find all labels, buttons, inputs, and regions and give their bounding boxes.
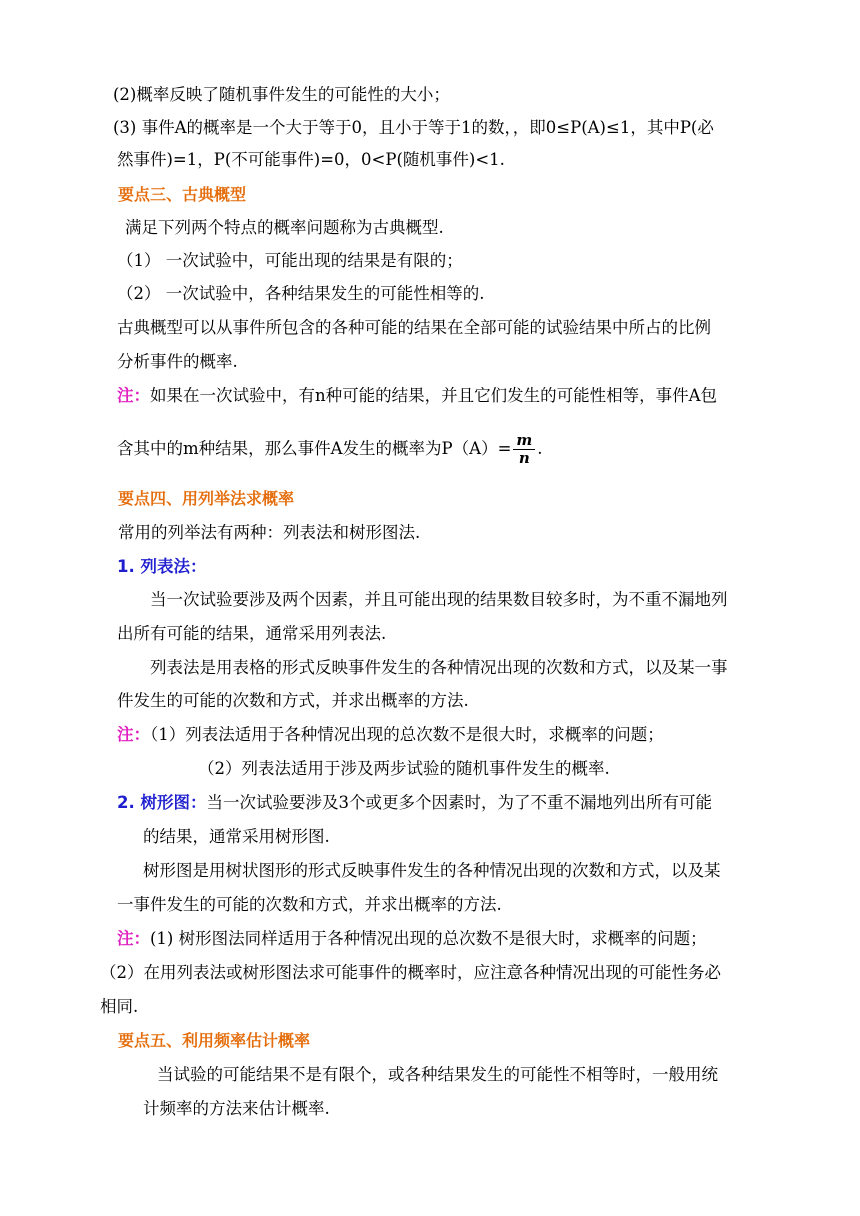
text-line: (2)概率反映了随机事件发生的可能性的大小； — [113, 85, 450, 104]
formula-line — [117, 432, 543, 467]
text-line: 列表法是用表格的形式反映事件发生的各种情况出现的次数和方式，以及某一事 — [150, 658, 728, 677]
probability-fraction — [513, 432, 535, 467]
text-line: 树形图是用树状图形的形式反映事件发生的各种情况出现的次数和方式，以及某 — [143, 861, 721, 880]
text-line: 的结果，通常采用树形图. — [143, 827, 330, 846]
note-label: 注： — [117, 386, 150, 405]
text-line: 分析事件的概率. — [117, 352, 238, 371]
formula-text: 含其中的m种结果，那么事件A发生的概率为P（A）= — [117, 439, 512, 458]
section-heading-4: 要点四、用列举法求概率 — [118, 489, 295, 508]
note-line — [117, 385, 717, 407]
text-line: 然事件)=1，P(不可能事件)=0，0<P(随机事件)<1. — [117, 150, 505, 169]
fraction-denominator: n — [518, 449, 530, 467]
subheading-tree-line — [117, 792, 712, 814]
text-line: 常用的列举法有两种：列表法和树形图法. — [118, 523, 421, 542]
text-line: 当试验的可能结果不是有限个，或各种结果发生的可能性不相等时，一般用统 — [157, 1065, 718, 1084]
note-label: 注： — [117, 725, 150, 744]
text-line: （2）在用列表法或树形图法求可能事件的概率时，应注意各种情况出现的可能性务必 — [100, 963, 721, 982]
formula-end: . — [537, 439, 543, 458]
section-heading-5: 要点五、利用频率估计概率 — [118, 1031, 311, 1050]
note-label: 注： — [117, 929, 150, 948]
text-line: 古典概型可以从事件所包含的各种可能的结果在全部可能的试验结果中所占的比例 — [117, 318, 711, 337]
text-line: 满足下列两个特点的概率问题称为古典概型. — [125, 218, 444, 237]
subheading-list-method: 1. 列表法： — [117, 557, 207, 576]
text-line: 一事件发生的可能的次数和方式，并求出概率的方法. — [117, 895, 502, 914]
text-line: 计频率的方法来估计概率. — [143, 1099, 330, 1118]
text-line: 相同. — [100, 997, 139, 1016]
note-text: (1) 树形图法同样适用于各种情况出现的总次数不是很大时，求概率的问题； — [150, 929, 707, 948]
text-line: (3) 事件A的概率是一个大于等于0，且小于等于1的数，，即0≤P(A)≤1，其中P(必 — [113, 118, 714, 137]
section-heading-3: 要点三、古典概型 — [118, 185, 247, 204]
list-item: （1） 一次试验中，可能出现的结果是有限的； — [117, 251, 463, 270]
note-line — [117, 724, 664, 746]
text-line: 出所有可能的结果，通常采用列表法. — [117, 624, 387, 643]
note-text: 如果在一次试验中，有n种可能的结果，并且它们发生的可能性相等，事件A包 — [150, 386, 718, 405]
text-line: 件发生的可能的次数和方式，并求出概率的方法. — [117, 691, 469, 710]
text-line: （2）列表法适用于涉及两步试验的随机事件发生的概率. — [198, 759, 610, 778]
text-line: 当一次试验要涉及两个因素，并且可能出现的结果数目较多时，为不重不漏地列 — [150, 590, 728, 609]
note-line — [117, 928, 707, 950]
list-item: （2） 一次试验中，各种结果发生的可能性相等的. — [117, 284, 485, 303]
fraction-numerator: m — [513, 432, 535, 450]
subheading-tree-diagram: 2. 树形图： — [117, 793, 207, 812]
tree-intro-text: 当一次试验要涉及3个或更多个因素时，为了不重不漏地列出所有可能 — [206, 793, 712, 812]
note-text: （1）列表法适用于各种情况出现的总次数不是很大时，求概率的问题； — [150, 725, 664, 744]
